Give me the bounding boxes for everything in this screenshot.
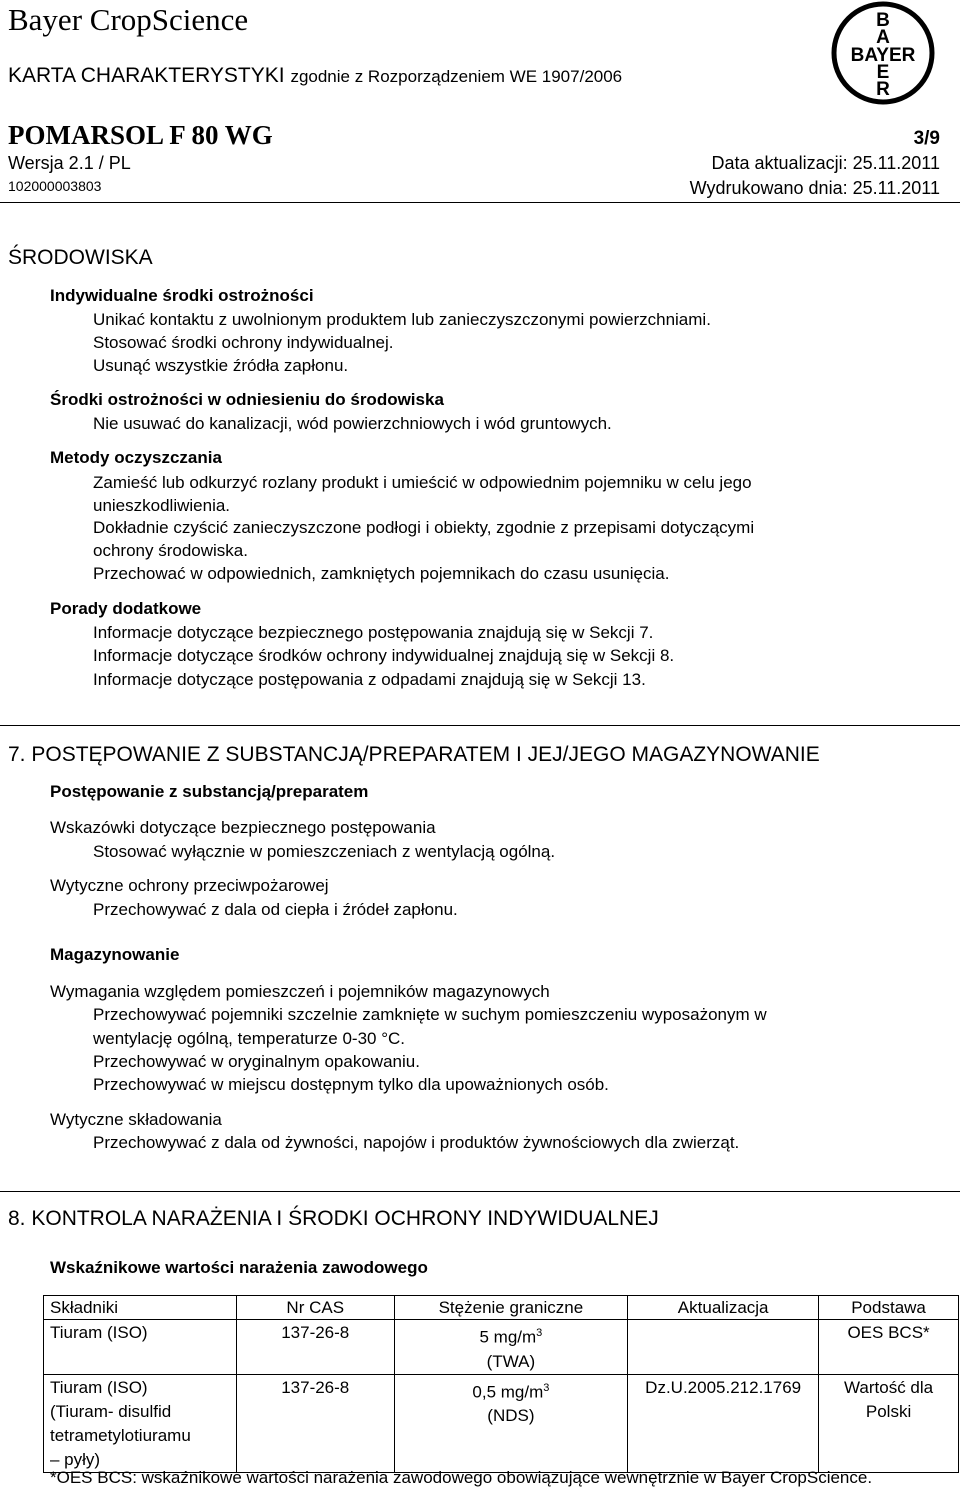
component-name: tetrametylotiuramu — [50, 1425, 191, 1445]
storage-requirement-line: Przechowywać w miejscu dostępnym tylko dla upoważnionych osób. — [93, 1075, 609, 1094]
table-row — [44, 1374, 959, 1472]
advice-line: Informacje dotyczące środków ochrony indywidualnej znajdują się w Sekcji 8. — [93, 646, 675, 665]
column-header: Aktualizacja — [628, 1296, 819, 1320]
regulation-reference: zgodnie z Rozporządzeniem WE 1907/2006 — [290, 67, 623, 86]
logo-letter-b: B — [876, 10, 890, 31]
update-cell: Dz.U.2005.212.1769 — [628, 1374, 819, 1472]
cleaning-method-line: ochrony środowiska. — [93, 541, 248, 560]
component-name: – pyły) — [50, 1449, 101, 1469]
limit-type: (TWA) — [486, 1351, 536, 1371]
section-divider — [0, 725, 960, 726]
cleaning-method-line: Dokładnie czyścić zanieczyszczone podłogi i obiekty, zgodnie z przepisami dotyczącymi — [93, 518, 755, 537]
cas-cell: 137-26-8 — [236, 1320, 394, 1375]
header-divider — [0, 202, 960, 203]
personal-precaution-line: Stosować środki ochrony indywidualnej. — [93, 333, 394, 352]
brand-name: Bayer CropScience — [8, 2, 249, 37]
table-footnote: *OES BCS: wskaźnikowe wartości narażenia zawodowego obowiązujące wewnętrznie w Bayer CropScience. — [50, 1468, 873, 1487]
component-name: Tiuram (ISO) — [50, 1323, 148, 1342]
version-label: Wersja 2.1 / PL — [8, 153, 131, 173]
safe-handling-line: Stosować wyłącznie w pomieszczeniach z wentylacją ogólną. — [93, 842, 556, 861]
advice-line: Informacje dotyczące postępowania z odpadami znajdują się w Sekcji 13. — [93, 670, 646, 689]
storage-guideline-line: Przechowywać z dala od żywności, napojów i produktów żywnościowych dla zwierząt. — [93, 1133, 740, 1152]
update-cell — [628, 1320, 819, 1375]
fire-protection-title: Wytyczne ochrony przeciwpożarowej — [50, 876, 329, 895]
limit-exponent: 3 — [543, 1381, 550, 1394]
advice-line: Informacje dotyczące bezpiecznego postępowania znajdują się w Sekcji 7. — [93, 623, 654, 642]
cleaning-method-line: Zamieść lub odkurzyć rozlany produkt i umieścić w odpowiednim pojemniku w celu jego — [93, 473, 752, 492]
environment-precaution-line: Nie usuwać do kanalizacji, wód powierzchniowych i wód gruntowych. — [93, 414, 612, 433]
storage-guidelines-title: Wytyczne składowania — [50, 1110, 222, 1129]
additional-advice-title: Porady dodatkowe — [50, 599, 202, 618]
basis-cell — [819, 1374, 959, 1472]
column-header: Stężenie graniczne — [394, 1296, 628, 1320]
print-date: Wydrukowano dnia: 25.11.2011 — [689, 178, 940, 198]
section-divider — [0, 1191, 960, 1192]
storage-requirement-line: wentylację ogólną, temperaturze 0-30 °C. — [93, 1029, 406, 1048]
component-name: Tiuram (ISO) — [50, 1377, 148, 1397]
limit-exponent: 3 — [536, 1327, 543, 1339]
cleaning-methods-title: Metody oczyszczania — [50, 448, 222, 467]
cleaning-method-line: unieszkodliwienia. — [93, 496, 231, 515]
logo-letter-e: E — [876, 62, 890, 83]
component-name: (Tiuram- disulfid — [50, 1401, 172, 1421]
section-8-heading: 8. KONTROLA NARAŻENIA I ŚRODKI OCHRONY INDYWIDUALNEJ — [8, 1207, 659, 1230]
logo-word-bayer: BAYER — [850, 45, 916, 66]
table-header-row — [44, 1296, 959, 1320]
section-7-heading: 7. POSTĘPOWANIE Z SUBSTANCJĄ/PREPARATEM I JEJ/JEGO MAGAZYNOWANIE — [8, 743, 820, 766]
section-heading-environment: ŚRODOWISKA — [8, 246, 153, 269]
basis-text: OES BCS* — [847, 1323, 930, 1342]
personal-precautions-title: Indywidualne środki ostrożności — [50, 286, 314, 305]
component-cell — [44, 1320, 237, 1375]
column-header: Nr CAS — [236, 1296, 394, 1320]
personal-precaution-line: Unikać kontaktu z uwolnionym produktem lub zanieczyszczonymi powierzchniami. — [93, 310, 711, 329]
limit-cell — [394, 1320, 628, 1375]
basis-text: Wartość dla — [844, 1377, 934, 1397]
update-date: Data aktualizacji: 25.11.2011 — [711, 153, 940, 173]
storage-requirement-line: Przechowywać pojemniki szczelnie zamknięte w suchym pomieszczeniu wyposażonym w — [93, 1005, 767, 1024]
limit-value: 5 mg/m — [479, 1327, 537, 1347]
document-title — [8, 64, 622, 88]
material-number: 102000003803 — [8, 178, 102, 194]
handling-title: Postępowanie z substancją/preparatem — [50, 782, 369, 801]
cleaning-method-line: Przechować w odpowiednich, zamkniętych pojemnikach do czasu usunięcia. — [93, 564, 670, 583]
storage-requirements-title: Wymagania względem pomieszczeń i pojemników magazynowych — [50, 982, 550, 1001]
environment-precautions-title: Środki ostrożności w odniesieniu do środowiska — [50, 390, 444, 409]
limit-value: 0,5 mg/m — [472, 1382, 544, 1402]
logo-letter-a: A — [876, 27, 890, 48]
personal-precaution-line: Usunąć wszystkie źródła zapłonu. — [93, 356, 349, 375]
safe-handling-title: Wskazówki dotyczące bezpiecznego postępowania — [50, 818, 436, 837]
basis-text: Polski — [865, 1401, 912, 1421]
table-row — [44, 1320, 959, 1375]
logo-letter-r: R — [876, 79, 890, 100]
column-header: Składniki — [44, 1296, 237, 1320]
storage-title: Magazynowanie — [50, 945, 180, 964]
bayer-cross-logo — [830, 0, 936, 106]
page-number: 3/9 — [913, 128, 940, 149]
limit-type: (NDS) — [487, 1406, 535, 1426]
component-cell — [44, 1374, 237, 1472]
cas-cell: 137-26-8 — [236, 1374, 394, 1472]
product-name: POMARSOL F 80 WG — [8, 120, 273, 150]
document-type: KARTA CHARAKTERYSTYKI — [8, 64, 285, 87]
column-header: Podstawa — [819, 1296, 959, 1320]
exposure-limits-table — [43, 1295, 959, 1473]
basis-cell — [819, 1320, 959, 1375]
fire-protection-line: Przechowywać z dala od ciepła i źródeł zapłonu. — [93, 900, 458, 919]
exposure-limits-title: Wskaźnikowe wartości narażenia zawodowego — [50, 1258, 428, 1277]
limit-cell — [394, 1374, 628, 1472]
storage-requirement-line: Przechowywać w oryginalnym opakowaniu. — [93, 1052, 420, 1071]
